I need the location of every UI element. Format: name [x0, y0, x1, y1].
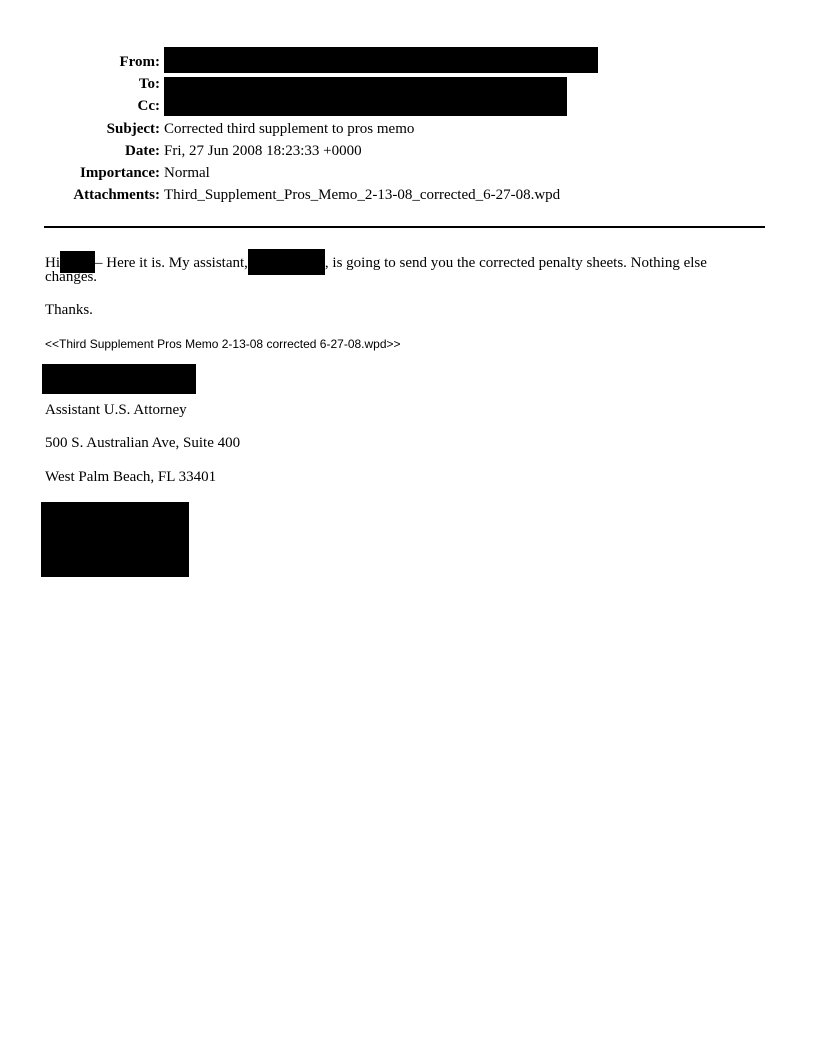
to-label: To: — [138, 76, 160, 92]
importance-value: Normal — [164, 165, 210, 181]
attachments-row — [0, 185, 816, 205]
body-line-1 — [45, 249, 707, 275]
body-sentence-b: , is going to send you the corrected penalty sheets. Nothing else — [324, 255, 707, 271]
cc-label: Cc: — [137, 98, 160, 114]
subject-value: Corrected third supplement to pros memo — [164, 121, 415, 137]
signature-address-line-1: 500 S. Australian Ave, Suite 400 — [45, 435, 241, 451]
thanks-text: Thanks. — [45, 302, 93, 318]
signature-name-redaction — [42, 364, 196, 394]
attachment-reference: <<Third Supplement Pros Memo 2-13-08 corrected 6-27-08.wpd>> — [45, 337, 401, 351]
attachments-label: Attachments: — [73, 187, 160, 203]
signature-contact-redaction — [41, 502, 189, 577]
date-value: Fri, 27 Jun 2008 18:23:33 +0000 — [164, 143, 362, 159]
to-cc-redaction — [164, 77, 567, 116]
date-row — [0, 141, 816, 161]
importance-row — [0, 163, 816, 183]
assistant-name-redaction — [248, 249, 325, 275]
from-label: From: — [119, 54, 160, 70]
body-sentence-c: changes. — [45, 269, 98, 285]
signature-address-line-2: West Palm Beach, FL 33401 — [45, 469, 217, 485]
from-redaction — [164, 47, 598, 73]
subject-row — [0, 119, 816, 139]
body-sentence-a: – Here it is. My assistant, — [95, 255, 248, 271]
date-label: Date: — [125, 143, 160, 159]
attachment-filename: Third_Supplement_Pros_Memo_2-13-08_corrected_6-27-08.wpd — [164, 187, 561, 203]
header-divider — [44, 226, 765, 228]
importance-label: Importance: — [80, 165, 160, 181]
subject-label: Subject: — [106, 121, 160, 137]
greeting-text: Hi — [45, 255, 60, 271]
signature-title: Assistant U.S. Attorney — [45, 402, 187, 418]
body-line-2 — [45, 268, 97, 286]
